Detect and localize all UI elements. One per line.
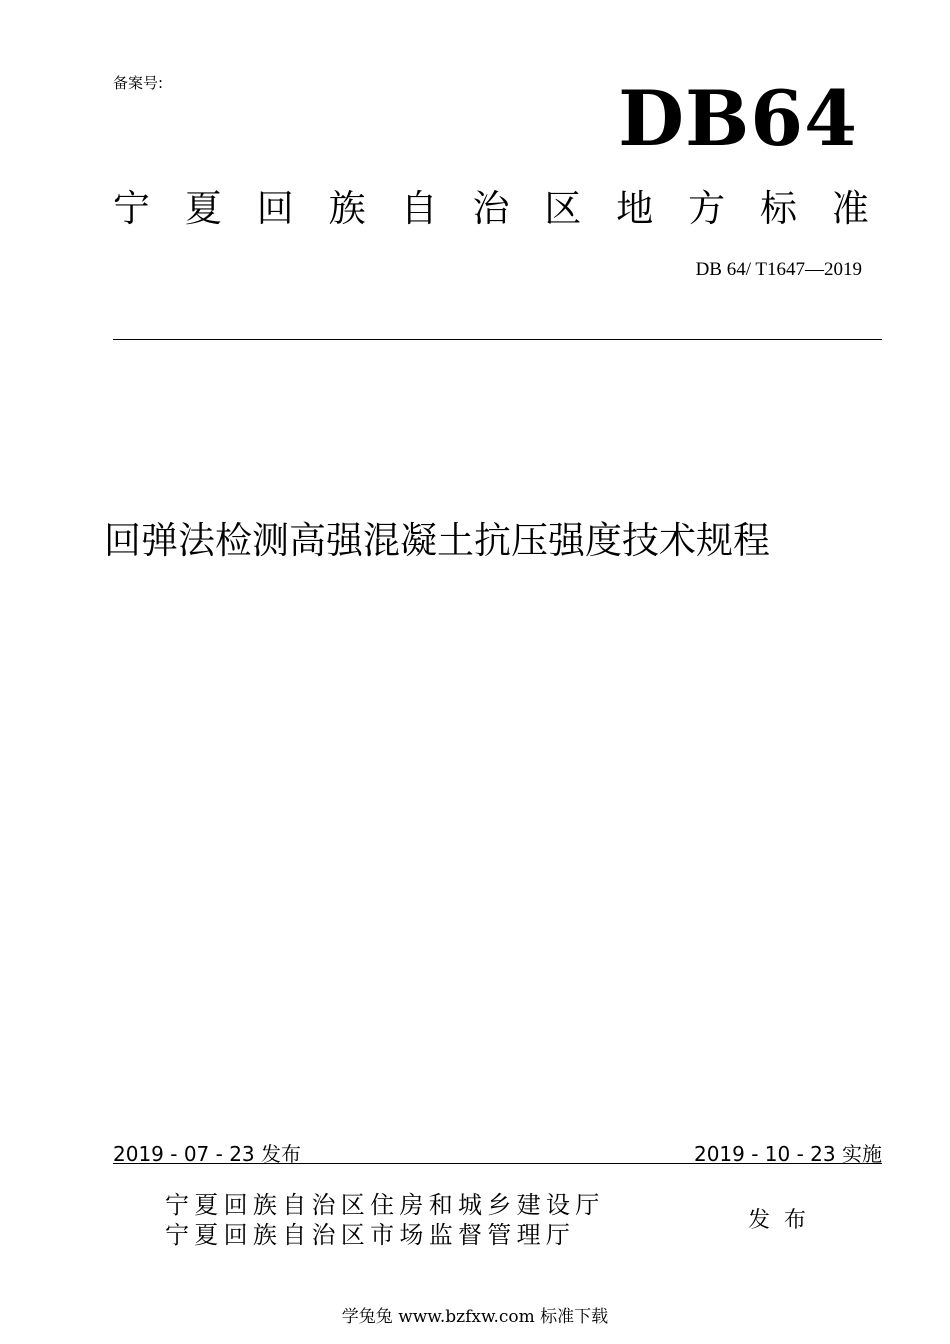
standard-type-char: 族 [328,187,366,230]
standard-type-char: 方 [688,187,726,230]
issue-date: 2019 - 07 - 23 发布 [113,1142,302,1166]
standard-type-char: 准 [831,187,869,230]
filing-number-label: 备案号: [113,74,164,92]
bottom-divider [113,1163,882,1164]
standard-type-heading [113,186,869,232]
standard-type-char: 标 [760,187,798,230]
standard-type-char: 治 [472,187,510,230]
issuer-housing-department: 宁夏回族自治区住房和城乡建设厅 [165,1191,605,1219]
publish-label: 发布 [748,1208,821,1233]
issuer-market-regulation: 宁夏回族自治区市场监督管理厅 [165,1221,576,1249]
standard-type-char: 区 [544,187,582,230]
db-code-heading: DB64 [618,74,858,163]
standard-type-char: 自 [400,187,438,230]
standard-type-char: 地 [616,187,654,230]
implementation-date: 2019 - 10 - 23 实施 [693,1142,882,1166]
download-watermark: 学兔兔 www.bzfxw.com 标准下载 [341,1307,609,1327]
standard-type-char: 夏 [184,187,222,230]
document-title: 回弹法检测高强混凝土抗压强度技术规程 [104,519,770,562]
standard-type-char: 宁 [113,187,150,230]
standard-number: DB 64/ T1647—2019 [695,259,862,280]
standard-type-char: 回 [256,187,294,230]
top-divider [113,339,882,340]
